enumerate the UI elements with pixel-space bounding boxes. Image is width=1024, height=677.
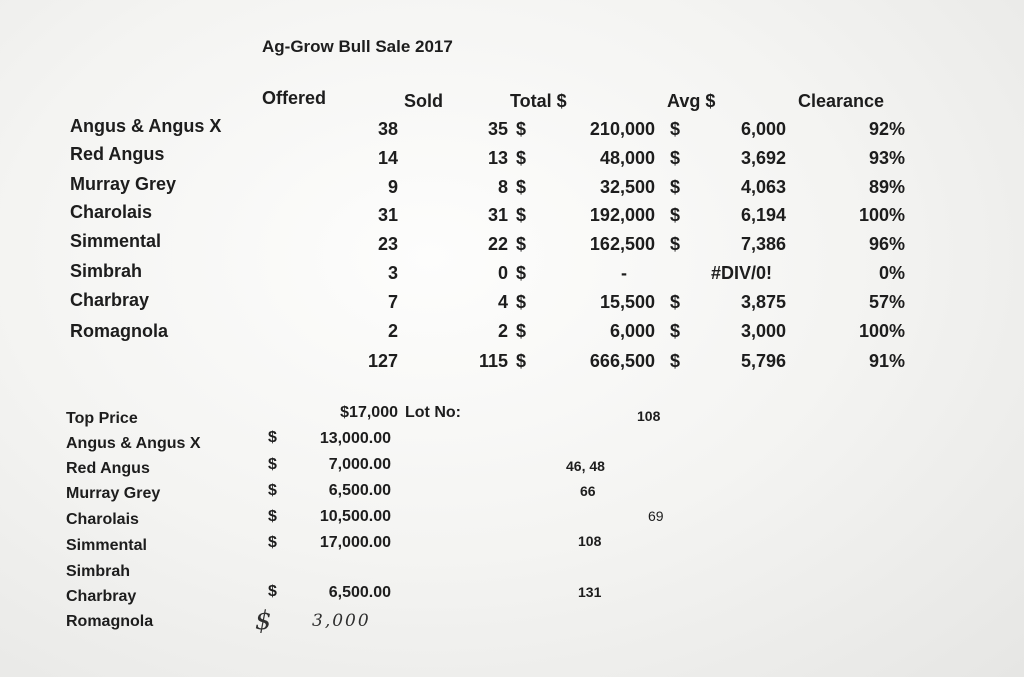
- clearance-cell: 92%: [868, 119, 905, 139]
- total-cell: 32,500: [599, 177, 655, 197]
- avg-currency-symbol: $: [670, 205, 681, 225]
- clearance-cell: 93%: [868, 148, 905, 168]
- price-value: 6,500.00: [328, 584, 391, 601]
- price-value: [291, 558, 391, 580]
- header-clearance: Clearance: [798, 91, 885, 111]
- sold-cell: 31: [487, 205, 508, 225]
- sold-cell: 8: [497, 177, 508, 197]
- handwritten-price-value: 3,000: [312, 611, 371, 631]
- currency-symbol: $: [268, 534, 277, 551]
- price-value: 7,000.00: [328, 456, 391, 473]
- total-currency-symbol: $: [516, 292, 527, 312]
- header-avg: Avg $: [667, 91, 716, 111]
- breed-label: Red Angus: [70, 144, 165, 164]
- breed-label: Simmental: [70, 231, 162, 251]
- breed-label: Simbrah: [66, 563, 131, 580]
- breed-label: Charbray: [70, 290, 150, 310]
- clearance-cell: 96%: [868, 234, 905, 254]
- avg-currency-symbol: $: [670, 292, 681, 312]
- lot-number: 46, 48: [566, 458, 605, 474]
- sold-cell: 4: [497, 292, 508, 312]
- header-sold: Sold: [404, 91, 443, 111]
- avg-currency-symbol: $: [670, 321, 681, 341]
- lot-number: 108: [578, 533, 602, 549]
- sold-cell: 0: [497, 263, 508, 283]
- total-cell: -: [621, 263, 627, 283]
- avg-cell: 3,000: [740, 321, 786, 341]
- header-offered: Offered: [262, 88, 327, 108]
- breed-label: Angus & Angus X: [66, 435, 201, 452]
- handwritten-currency-symbol: $: [255, 606, 272, 636]
- totals-avg-cell: 5,796: [740, 351, 786, 371]
- header-total: Total $: [510, 91, 567, 111]
- avg-cell: 6,000: [740, 119, 786, 139]
- price-value: 13,000.00: [319, 430, 391, 447]
- totals-total-currency-symbol: $: [516, 351, 527, 371]
- clearance-cell: 89%: [868, 177, 905, 197]
- offered-cell: 31: [377, 205, 398, 225]
- breed-label: Charolais: [70, 202, 153, 222]
- avg-cell: #DIV/0!: [710, 263, 772, 283]
- top-price-lot: 108: [637, 408, 661, 424]
- breed-label: Red Angus: [66, 460, 150, 477]
- breed-label: Simbrah: [70, 261, 143, 281]
- total-cell: 15,500: [599, 292, 655, 312]
- total-currency-symbol: $: [516, 234, 527, 254]
- top-price-label: Top Price: [66, 410, 138, 427]
- currency-symbol: $: [268, 429, 277, 446]
- total-currency-symbol: $: [516, 321, 527, 341]
- currency-symbol: $: [268, 456, 277, 473]
- offered-cell: 7: [387, 292, 398, 312]
- total-cell: 48,000: [599, 148, 655, 168]
- totals-avg-currency-symbol: $: [670, 351, 681, 371]
- lot-number: 66: [580, 483, 596, 499]
- breed-label: Simmental: [66, 537, 147, 554]
- lot-number: 131: [578, 584, 602, 600]
- offered-cell: 3: [387, 263, 398, 283]
- total-cell: 162,500: [589, 234, 655, 254]
- lot-number: 69: [648, 508, 664, 524]
- avg-currency-symbol: $: [670, 234, 681, 254]
- lot-number-label: Lot No:: [405, 404, 461, 421]
- clearance-cell: 100%: [858, 321, 905, 341]
- avg-cell: 4,063: [740, 177, 786, 197]
- sold-cell: 13: [487, 148, 508, 168]
- avg-cell: 6,194: [740, 205, 786, 225]
- total-currency-symbol: $: [516, 177, 527, 197]
- avg-currency-symbol: $: [670, 148, 681, 168]
- totals-offered-cell: 127: [367, 351, 398, 371]
- breed-label: Angus & Angus X: [70, 116, 222, 136]
- price-value: 10,500.00: [319, 508, 391, 525]
- currency-symbol: $: [268, 482, 277, 499]
- totals-clearance-cell: 91%: [868, 351, 905, 371]
- total-currency-symbol: $: [516, 119, 527, 139]
- avg-cell: 3,875: [740, 292, 786, 312]
- total-cell: 6,000: [609, 321, 655, 341]
- offered-cell: 38: [377, 119, 398, 139]
- clearance-cell: 0%: [878, 263, 905, 283]
- sold-cell: 35: [487, 119, 508, 139]
- total-cell: 210,000: [589, 119, 655, 139]
- avg-currency-symbol: $: [670, 177, 681, 197]
- price-value: 17,000.00: [319, 534, 391, 551]
- top-price-value: $17,000: [340, 404, 398, 421]
- total-currency-symbol: $: [516, 205, 527, 225]
- breed-label: Murray Grey: [70, 174, 177, 194]
- avg-cell: 7,386: [740, 234, 786, 254]
- document-title: Ag-Grow Bull Sale 2017: [262, 37, 453, 56]
- sold-cell: 22: [487, 234, 508, 254]
- sold-cell: 2: [497, 321, 508, 341]
- breed-label: Murray Grey: [66, 485, 161, 502]
- total-currency-symbol: $: [516, 263, 527, 283]
- currency-symbol: $: [268, 583, 277, 600]
- clearance-cell: 100%: [858, 205, 905, 225]
- breed-label: Romagnola: [70, 321, 169, 341]
- offered-cell: 2: [387, 321, 398, 341]
- currency-symbol: $: [268, 508, 277, 525]
- avg-currency-symbol: $: [670, 119, 681, 139]
- breed-label: Charolais: [66, 511, 139, 528]
- breed-label: Romagnola: [66, 613, 154, 630]
- totals-sold-cell: 115: [478, 351, 508, 371]
- price-value: 6,500.00: [328, 482, 391, 499]
- offered-cell: 23: [377, 234, 398, 254]
- avg-cell: 3,692: [740, 148, 786, 168]
- breed-label: Charbray: [66, 588, 137, 605]
- total-currency-symbol: $: [516, 148, 527, 168]
- offered-cell: 9: [387, 177, 398, 197]
- total-cell: 192,000: [589, 205, 655, 225]
- clearance-cell: 57%: [868, 292, 905, 312]
- totals-total-cell: 666,500: [589, 351, 655, 371]
- offered-cell: 14: [377, 148, 398, 168]
